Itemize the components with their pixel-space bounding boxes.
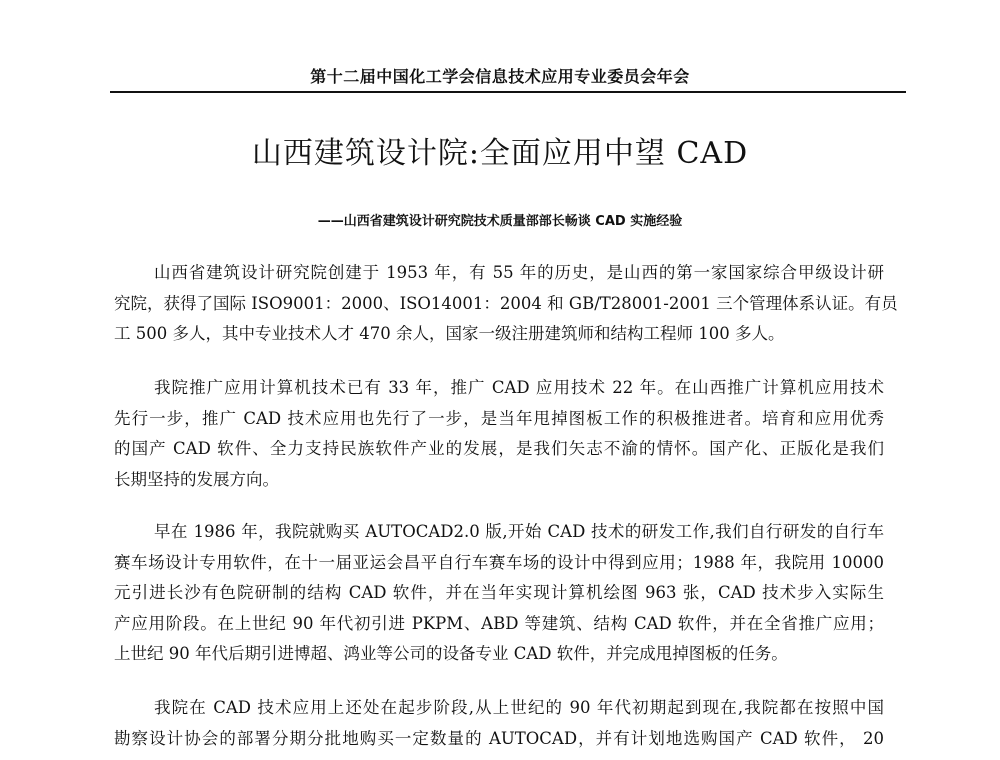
paragraph-line: 先行一步，推广 CAD 技术应用也先行了一步，是当年甩掉图板工作的积极推进者。培育和应用优秀 (114, 408, 884, 428)
paragraph-line: 山西省建筑设计研究院创建于 1953 年，有 55 年的历史，是山西的第一家国家综合甲级设计研 (154, 263, 884, 282)
paragraph-line: 长期坚持的发展方向。 (114, 469, 279, 489)
paragraph-4 (114, 693, 884, 754)
paragraph-line: 赛车场设计专用软件，在十一届亚运会昌平自行车赛车场的设计中得到应用；1988 年，我院用 10000 (114, 552, 884, 572)
article-title: 山西建筑设计院:全面应用中望 CAD (251, 136, 749, 171)
paragraph-line: 早在 1986 年，我院就购买 AUTOCAD2.0 版,开始 CAD 技术的研发工作,我们自行研发的自行车 (154, 522, 884, 541)
header-rule (110, 91, 906, 93)
paragraph-line: 的国产 CAD 软件、全力支持民族软件产业的发展，是我们矢志不渝的情怀。国产化、正版化是我们 (114, 439, 884, 458)
paragraph-1 (114, 258, 898, 350)
paragraph-line: 勘察设计协会的部署分期分批地购买一定数量的 AUTOCAD，并有计划地选购国产 CAD 软件， 20 (114, 728, 884, 748)
paragraph-line: 上世纪 90 年代后期引进博超、鸿业等公司的设备专业 CAD 软件，并完成甩掉图板的任务。 (114, 644, 788, 663)
paragraph-line: 我院推广应用计算机技术已有 33 年，推广 CAD 应用技术 22 年。在山西推广计算机应用技术 (154, 378, 884, 397)
paragraph-line: 元引进长沙有色院研制的结构 CAD 软件，并在当年实现计算机绘图 963 张，CAD 技术步入实际生 (114, 583, 884, 602)
paragraph-line: 究院，获得了国际 ISO9001：2000、ISO14001：2004 和 GB/T28001-2001 三个管理体系认证。有员 (114, 293, 898, 313)
paragraph-line: 产应用阶段。在上世纪 90 年代初引进 PKPM、ABD 等建筑、结构 CAD 软件，并在全省推广应用； (114, 613, 884, 633)
running-head: 第十二届中国化工学会信息技术应用专业委员会年会 (310, 67, 690, 86)
paragraph-line: 工 500 多人，其中专业技术人才 470 余人，国家一级注册建筑师和结构工程师 100 多人。 (114, 324, 785, 343)
paragraph-line: 我院在 CAD 技术应用上还处在起步阶段,从上世纪的 90 年代初期起到现在,我院都在按照中国 (154, 698, 884, 717)
paragraph-2 (114, 373, 884, 495)
paragraph-3 (114, 517, 884, 670)
article-subtitle: ——山西省建筑设计研究院技术质量部部长畅谈 CAD 实施经验 (317, 214, 683, 229)
